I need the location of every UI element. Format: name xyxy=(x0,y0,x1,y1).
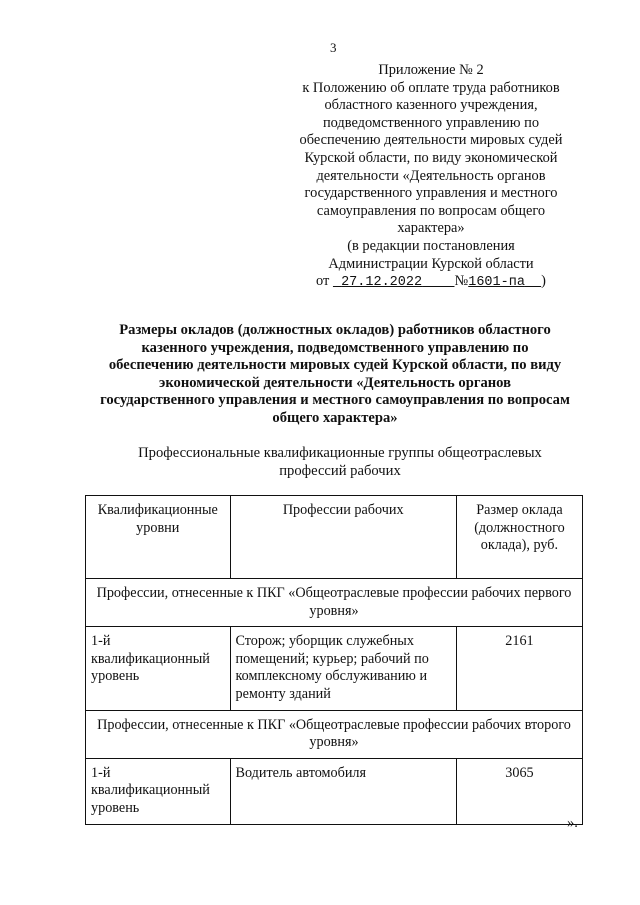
title-line: обеспечению деятельности мировых судей Курской области, по виду xyxy=(108,357,562,374)
annex-line: деятельности «Деятельность органов xyxy=(316,167,546,184)
closing-quote-mark: ». xyxy=(567,815,578,831)
section-subtitle xyxy=(90,444,590,480)
table-group-row xyxy=(86,710,583,758)
table-group-row xyxy=(86,579,583,627)
qualification-level: 1-й квалификационный уровень xyxy=(86,627,231,710)
group-title: Профессии, отнесенные к ПКГ «Общеотраслевые профессии рабочих первого уровня» xyxy=(86,579,583,627)
title-line: экономической деятельности «Деятельность органов xyxy=(159,374,511,391)
header-professions: Профессии рабочих xyxy=(230,496,456,579)
group-title: Профессии, отнесенные к ПКГ «Общеотраслевые профессии рабочих второго уровня» xyxy=(86,710,583,758)
salary-value: 3065 xyxy=(456,758,582,824)
annex-line: (в редакции постановления xyxy=(347,237,515,254)
annex-line: Администрации Курской области xyxy=(328,255,534,272)
salary-value: 2161 xyxy=(456,627,582,710)
title-line: общего характера» xyxy=(272,409,398,426)
qualification-level: 1-й квалификационный уровень xyxy=(86,758,231,824)
salary-table xyxy=(85,495,583,825)
close-paren: ) xyxy=(541,273,546,290)
annex-line: государственного управления и местного xyxy=(304,185,558,202)
number-sign: № xyxy=(454,273,469,290)
annex-header xyxy=(288,62,574,292)
header-salary: Размер оклада (должностного оклада), руб. xyxy=(456,496,582,579)
document-title xyxy=(70,322,600,428)
annex-line: Приложение № 2 xyxy=(378,62,484,78)
table-row xyxy=(86,758,583,824)
table-header-row xyxy=(86,496,583,579)
header-levels: Квалификационные уровни xyxy=(86,496,231,579)
title-line: казенного учреждения, подведомственного управлению по xyxy=(141,339,529,356)
professions-cell: Водитель автомобиля xyxy=(230,758,456,824)
table-row xyxy=(86,627,583,710)
title-line: Размеры окладов (должностных окладов) работников областного xyxy=(119,322,551,338)
title-line: государственного управления и местного самоуправления по вопросам xyxy=(100,392,570,409)
annex-line: подведомственного управлению по xyxy=(322,114,540,131)
annex-line: к Положению об оплате труда работников xyxy=(302,79,560,96)
annex-date-line xyxy=(288,273,574,292)
annex-line: областного казенного учреждения, xyxy=(324,97,538,114)
resolution-date: 27.12.2022 xyxy=(341,275,423,291)
subtitle-line: профессий рабочих xyxy=(279,463,401,479)
date-prefix: от xyxy=(316,273,330,290)
page-number: 3 xyxy=(330,40,337,55)
professions-cell: Сторож; уборщик служебных помещений; курьер; рабочий по комплексному обслуживанию и ремонту зданий xyxy=(230,627,456,710)
resolution-number: 1601-па xyxy=(468,275,525,291)
annex-line: обеспечению деятельности мировых судей xyxy=(299,132,563,149)
annex-line: самоуправления по вопросам общего xyxy=(316,202,546,219)
annex-line: Курской области, по виду экономической xyxy=(304,149,558,166)
annex-line: характера» xyxy=(397,220,465,237)
subtitle-line: Профессиональные квалификационные группы общеотраслевых xyxy=(138,445,542,461)
